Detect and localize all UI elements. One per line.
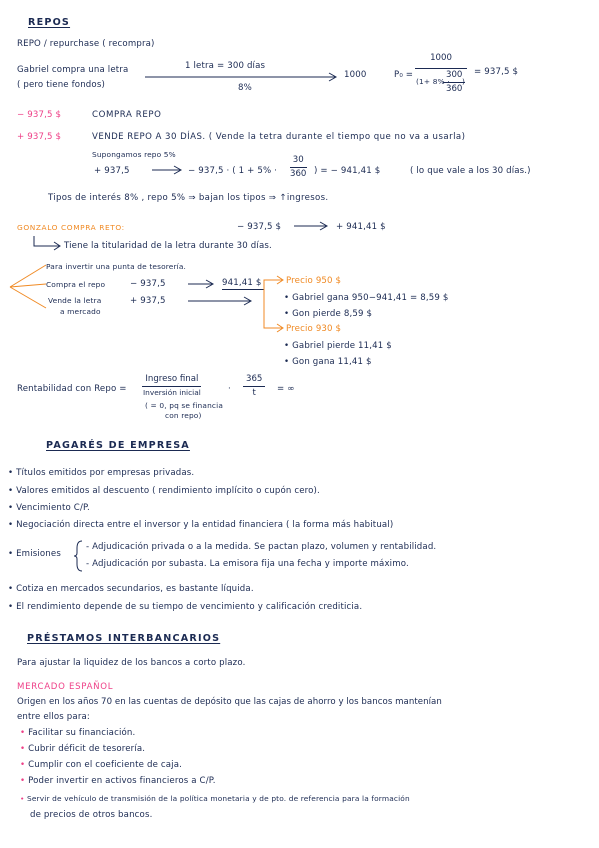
branch-3-line-2: a mercado — [60, 307, 101, 316]
pos-amount: + 937,5 $ — [17, 132, 62, 142]
branch-arrows-icon — [8, 262, 50, 312]
pagares-title: PAGARÉS DE EMPRESA — [46, 440, 190, 451]
item-text: Facilitar su financiación. — [28, 728, 136, 738]
item-text: Servir de vehículo de transmisión de la política monetaria y de pto. de referencia para la formación — [27, 794, 410, 803]
prestamos-item — [20, 728, 135, 739]
compra-repo-label: COMPRA REPO — [92, 110, 162, 120]
titularidad-text: Tiene la titularidad de la letra durante 30 días. — [64, 241, 272, 251]
pink-bullet-icon: • — [20, 776, 29, 786]
p0-den-prefix: (1+ 8% · — [416, 77, 450, 86]
p0-result: = 937,5 $ — [474, 67, 519, 77]
calc-note: ( lo que vale a los 30 días.) — [410, 166, 531, 176]
calc-end: ) = − 941,41 $ — [314, 166, 381, 176]
pink-bullet-icon: • — [20, 794, 28, 803]
origen-line-1: Origen en los años 70 en las cuentas de depósito que las cajas de ahorro y los bancos mantenían — [17, 697, 442, 707]
origen-line-2: entre ellos para: — [17, 712, 90, 722]
precio-930: Precio 930 $ — [286, 324, 342, 334]
tipos-text: Tipos de interés 8% , repo 5% ⇒ bajan los tipos ⇒ ↑ingresos. — [48, 193, 329, 203]
emisiones-label: • Emisiones — [8, 549, 61, 559]
branch-3-amount: + 937,5 — [130, 296, 166, 306]
result-underline — [222, 289, 264, 290]
arrow-label-top: 1 letra = 300 días — [185, 61, 266, 71]
rentabilidad-num: Ingreso final — [142, 374, 201, 387]
brace-icon — [74, 540, 84, 572]
repos-definition: REPO / repurchase ( recompra) — [17, 39, 155, 49]
right-arrow-icon — [188, 280, 216, 288]
calc-frac-den: 360 — [290, 169, 307, 179]
scenario-arrows-icon — [262, 274, 286, 336]
calc-fraction — [287, 155, 309, 180]
prestamos-item — [20, 760, 182, 771]
item-text: Poder invertir en activos financieros a C/P. — [28, 776, 216, 786]
prestamos-item — [20, 776, 216, 787]
rentabilidad-den: Inversión inicial — [143, 388, 201, 397]
rentabilidad-label: Rentabilidad con Repo = — [17, 384, 127, 394]
pagares-bullet-6: • El rendimiento depende de su tiempo de vencimiento y calificación crediticia. — [8, 602, 363, 612]
item-text: Cubrir déficit de tesorería. — [28, 744, 146, 754]
calc-frac-num: 30 — [290, 155, 307, 168]
prestamos-intro: Para ajustar la liquidez de los bancos a corto plazo. — [17, 658, 246, 668]
gon-gana: • Gon gana 11,41 $ — [284, 357, 372, 367]
right-arrow-icon — [145, 73, 340, 81]
pagares-bullet-3: • Vencimiento C/P. — [8, 503, 90, 513]
arrow-result: 1000 — [344, 70, 367, 80]
pagares-bullet-2: • Valores emitidos al descuento ( rendimiento implícito o cupón cero). — [8, 486, 320, 496]
rentabilidad-fraction — [140, 374, 204, 397]
gon-pierde: • Gon pierde 8,59 $ — [284, 309, 373, 319]
p0-den-den: 360 — [446, 84, 463, 94]
pink-bullet-icon: • — [20, 760, 29, 770]
pagares-bullet-5: • Cotiza en mercados secundarios, es bastante líquida. — [8, 584, 254, 594]
arrow-label-bottom: 8% — [238, 83, 252, 93]
rentabilidad-frac2-den: t — [252, 388, 256, 398]
right-arrow-icon — [294, 222, 330, 230]
gabriel-pierde: • Gabriel pierde 11,41 $ — [284, 341, 392, 351]
branch-3-line-1: Vende la letra — [48, 296, 102, 305]
prestamos-title: PRÉSTAMOS INTERBANCARIOS — [27, 633, 221, 644]
right-arrow-icon — [152, 166, 184, 174]
gabriel-line-2: ( pero tiene fondos) — [17, 80, 105, 90]
branch-1: Para invertir una punta de tesorería. — [46, 262, 187, 271]
gabriel-line-1: Gabriel compra una letra — [17, 65, 129, 75]
item-text: Cumplir con el coeficiente de caja. — [28, 760, 183, 770]
rentabilidad-mult: · — [228, 384, 231, 394]
branch-2-result: 941,41 $ — [222, 278, 262, 288]
p0-numerator: 1000 — [430, 53, 452, 63]
calc-mid: − 937,5 · ( 1 + 5% · — [188, 166, 278, 176]
gabriel-gana: • Gabriel gana 950−941,41 = 8,59 $ — [284, 293, 449, 303]
repos-title: REPOS — [28, 17, 71, 28]
mercado-espanol: MERCADO ESPAÑOL — [17, 682, 114, 692]
rentabilidad-result: = ∞ — [277, 384, 295, 394]
prestamos-item-continuation: de precios de otros bancos. — [30, 810, 153, 820]
gonzalo-label: GONZALO COMPRA RETO: — [17, 223, 125, 232]
rentabilidad-note-1: ( = 0, pq se financia — [145, 401, 224, 410]
pagares-bullet-4: • Negociación directa entre el inversor y la entidad financiera ( la forma más habitual) — [8, 520, 394, 530]
precio-950: Precio 950 $ — [286, 276, 342, 286]
rentabilidad-frac2-num: 365 — [243, 374, 265, 387]
emisiones-item-1: - Adjudicación privada o a la medida. Se pactan plazo, volumen y rentabilidad. — [86, 542, 437, 552]
pink-bullet-icon: • — [20, 744, 29, 754]
right-arrow-icon — [188, 297, 254, 305]
prestamos-item — [20, 794, 410, 803]
p0-fraction-bar — [415, 68, 467, 69]
suppose-text: Supongamos repo 5% — [92, 150, 176, 159]
p0-den-num: 300 — [443, 70, 465, 83]
pink-bullet-icon: • — [20, 728, 29, 738]
neg-amount: − 937,5 $ — [17, 110, 62, 120]
pagares-bullet-1: • Títulos emitidos por empresas privadas. — [8, 468, 195, 478]
rentabilidad-fraction-2 — [243, 374, 265, 399]
gonzalo-amount-to: + 941,41 $ — [336, 222, 386, 232]
emisiones-item-2: - Adjudicación por subasta. La emisora fija una fecha y importe máximo. — [86, 559, 409, 569]
p0-label: P₀ = — [394, 70, 414, 80]
p0-den-suffix: ) — [462, 77, 466, 86]
gonzalo-amount-from: − 937,5 $ — [237, 222, 282, 232]
rentabilidad-note-2: con repo) — [165, 411, 202, 420]
branch-2-amount: − 937,5 — [130, 279, 166, 289]
branch-2-text: Compra el repo — [46, 280, 106, 289]
hook-arrow-icon — [33, 236, 63, 252]
calc-start: + 937,5 — [94, 166, 130, 176]
prestamos-item — [20, 744, 145, 755]
vende-repo-label: VENDE REPO A 30 DÍAS. ( Vende la tetra durante el tiempo que no va a usarla) — [92, 132, 466, 142]
